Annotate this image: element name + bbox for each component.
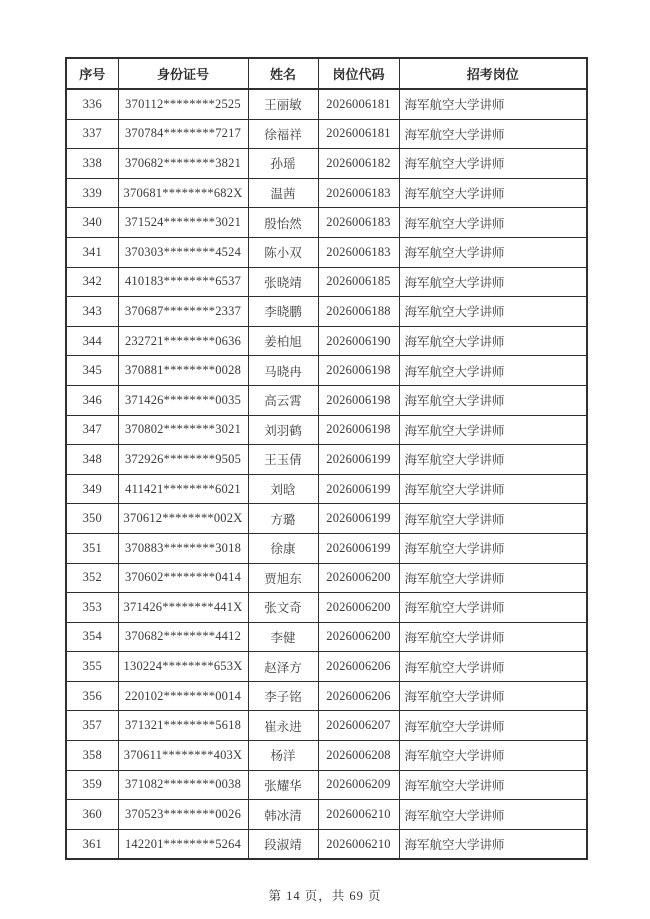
id-number-cell: 130224********653X — [118, 652, 248, 682]
serial-cell: 337 — [66, 119, 118, 149]
name-cell: 李子铭 — [248, 681, 318, 711]
job-code-cell: 2026006181 — [318, 119, 399, 149]
serial-cell: 355 — [66, 652, 118, 682]
table-row — [66, 178, 587, 208]
header-job-title: 招考岗位 — [399, 58, 587, 89]
job-code-cell: 2026006199 — [318, 474, 399, 504]
table-row — [66, 445, 587, 475]
job-code-cell: 2026006210 — [318, 800, 399, 830]
name-cell: 姜柏旭 — [248, 326, 318, 356]
serial-cell: 349 — [66, 474, 118, 504]
id-number-cell: 370681********682X — [118, 178, 248, 208]
table-row — [66, 208, 587, 238]
serial-cell: 358 — [66, 741, 118, 771]
table-row — [66, 415, 587, 445]
page-number-footer: 第 14 页，共 69 页 — [268, 889, 382, 903]
serial-cell: 361 — [66, 829, 118, 859]
job-title-cell: 海军航空大学讲师 — [399, 178, 587, 208]
serial-cell: 336 — [66, 89, 118, 119]
job-title-cell: 海军航空大学讲师 — [399, 800, 587, 830]
job-title-cell: 海军航空大学讲师 — [399, 326, 587, 356]
id-number-cell: 370682********4412 — [118, 622, 248, 652]
job-title-cell: 海军航空大学讲师 — [399, 445, 587, 475]
name-cell: 殷怡然 — [248, 208, 318, 238]
job-code-cell: 2026006208 — [318, 741, 399, 771]
table-row — [66, 829, 587, 859]
job-code-cell: 2026006206 — [318, 652, 399, 682]
id-number-cell: 370612********002X — [118, 504, 248, 534]
job-code-cell: 2026006185 — [318, 267, 399, 297]
table-header-row — [66, 58, 587, 89]
id-number-cell: 371321********5618 — [118, 711, 248, 741]
job-title-cell: 海军航空大学讲师 — [399, 356, 587, 386]
job-code-cell: 2026006181 — [318, 89, 399, 119]
id-number-cell: 370883********3018 — [118, 533, 248, 563]
serial-cell: 342 — [66, 267, 118, 297]
name-cell: 徐福祥 — [248, 119, 318, 149]
name-cell: 马晓冉 — [248, 356, 318, 386]
table-row — [66, 89, 587, 119]
job-code-cell: 2026006207 — [318, 711, 399, 741]
header-job-code: 岗位代码 — [318, 58, 399, 89]
name-cell: 王玉倩 — [248, 445, 318, 475]
job-title-cell: 海军航空大学讲师 — [399, 297, 587, 327]
serial-cell: 360 — [66, 800, 118, 830]
table-row — [66, 267, 587, 297]
name-cell: 刘羽鹤 — [248, 415, 318, 445]
name-cell: 高云霄 — [248, 385, 318, 415]
serial-cell: 345 — [66, 356, 118, 386]
serial-cell: 343 — [66, 297, 118, 327]
job-code-cell: 2026006188 — [318, 297, 399, 327]
id-number-cell: 370303********4524 — [118, 237, 248, 267]
id-number-cell: 372926********9505 — [118, 445, 248, 475]
job-title-cell: 海军航空大学讲师 — [399, 89, 587, 119]
header-name: 姓名 — [248, 58, 318, 89]
table-row — [66, 297, 587, 327]
job-code-cell: 2026006199 — [318, 445, 399, 475]
table-row — [66, 563, 587, 593]
name-cell: 张晓靖 — [248, 267, 318, 297]
table-row — [66, 356, 587, 386]
name-cell: 陈小双 — [248, 237, 318, 267]
job-code-cell: 2026006183 — [318, 178, 399, 208]
name-cell: 张文奇 — [248, 593, 318, 623]
job-title-cell: 海军航空大学讲师 — [399, 504, 587, 534]
job-title-cell: 海军航空大学讲师 — [399, 415, 587, 445]
id-number-cell: 370682********3821 — [118, 149, 248, 179]
serial-cell: 348 — [66, 445, 118, 475]
serial-cell: 341 — [66, 237, 118, 267]
serial-cell: 359 — [66, 770, 118, 800]
job-code-cell: 2026006183 — [318, 237, 399, 267]
serial-cell: 351 — [66, 533, 118, 563]
table-row — [66, 741, 587, 771]
serial-cell: 353 — [66, 593, 118, 623]
header-serial-number: 序号 — [66, 58, 118, 89]
serial-cell: 346 — [66, 385, 118, 415]
job-title-cell: 海军航空大学讲师 — [399, 119, 587, 149]
name-cell: 李晓鹏 — [248, 297, 318, 327]
job-code-cell: 2026006200 — [318, 563, 399, 593]
table-row — [66, 622, 587, 652]
name-cell: 方璐 — [248, 504, 318, 534]
serial-cell: 347 — [66, 415, 118, 445]
job-code-cell: 2026006206 — [318, 681, 399, 711]
name-cell: 孙瑶 — [248, 149, 318, 179]
id-number-cell: 411421********6021 — [118, 474, 248, 504]
id-number-cell: 220102********0014 — [118, 681, 248, 711]
header-id-number: 身份证号 — [118, 58, 248, 89]
job-title-cell: 海军航空大学讲师 — [399, 533, 587, 563]
table-row — [66, 800, 587, 830]
table-row — [66, 770, 587, 800]
job-title-cell: 海军航空大学讲师 — [399, 208, 587, 238]
name-cell: 段淑靖 — [248, 829, 318, 859]
table-row — [66, 711, 587, 741]
candidate-roster-table — [65, 57, 588, 860]
name-cell: 李健 — [248, 622, 318, 652]
job-code-cell: 2026006199 — [318, 533, 399, 563]
id-number-cell: 232721********0636 — [118, 326, 248, 356]
serial-cell: 354 — [66, 622, 118, 652]
name-cell: 崔永进 — [248, 711, 318, 741]
job-code-cell: 2026006198 — [318, 415, 399, 445]
id-number-cell: 370784********7217 — [118, 119, 248, 149]
serial-cell: 350 — [66, 504, 118, 534]
job-code-cell: 2026006198 — [318, 385, 399, 415]
table-row — [66, 652, 587, 682]
job-title-cell: 海军航空大学讲师 — [399, 681, 587, 711]
name-cell: 王丽敏 — [248, 89, 318, 119]
id-number-cell: 410183********6537 — [118, 267, 248, 297]
table-row — [66, 149, 587, 179]
id-number-cell: 370112********2525 — [118, 89, 248, 119]
serial-cell: 344 — [66, 326, 118, 356]
table-body — [66, 89, 587, 859]
serial-cell: 352 — [66, 563, 118, 593]
table-row — [66, 326, 587, 356]
job-title-cell: 海军航空大学讲师 — [399, 622, 587, 652]
id-number-cell: 371082********0038 — [118, 770, 248, 800]
job-title-cell: 海军航空大学讲师 — [399, 237, 587, 267]
id-number-cell: 370611********403X — [118, 741, 248, 771]
table-row — [66, 119, 587, 149]
name-cell: 徐康 — [248, 533, 318, 563]
name-cell: 杨洋 — [248, 741, 318, 771]
job-code-cell: 2026006182 — [318, 149, 399, 179]
serial-cell: 357 — [66, 711, 118, 741]
job-code-cell: 2026006199 — [318, 504, 399, 534]
job-title-cell: 海军航空大学讲师 — [399, 385, 587, 415]
serial-cell: 338 — [66, 149, 118, 179]
id-number-cell: 371426********441X — [118, 593, 248, 623]
job-title-cell: 海军航空大学讲师 — [399, 563, 587, 593]
id-number-cell: 370687********2337 — [118, 297, 248, 327]
serial-cell: 356 — [66, 681, 118, 711]
name-cell: 温茜 — [248, 178, 318, 208]
table-row — [66, 593, 587, 623]
id-number-cell: 142201********5264 — [118, 829, 248, 859]
job-title-cell: 海军航空大学讲师 — [399, 741, 587, 771]
serial-cell: 339 — [66, 178, 118, 208]
job-title-cell: 海军航空大学讲师 — [399, 652, 587, 682]
table-row — [66, 385, 587, 415]
name-cell: 赵泽方 — [248, 652, 318, 682]
id-number-cell: 370602********0414 — [118, 563, 248, 593]
job-code-cell: 2026006210 — [318, 829, 399, 859]
job-title-cell: 海军航空大学讲师 — [399, 267, 587, 297]
job-code-cell: 2026006198 — [318, 356, 399, 386]
job-code-cell: 2026006200 — [318, 622, 399, 652]
name-cell: 刘晗 — [248, 474, 318, 504]
job-title-cell: 海军航空大学讲师 — [399, 593, 587, 623]
id-number-cell: 370881********0028 — [118, 356, 248, 386]
job-title-cell: 海军航空大学讲师 — [399, 770, 587, 800]
id-number-cell: 371426********0035 — [118, 385, 248, 415]
job-title-cell: 海军航空大学讲师 — [399, 829, 587, 859]
job-code-cell: 2026006209 — [318, 770, 399, 800]
table-row — [66, 237, 587, 267]
name-cell: 张耀华 — [248, 770, 318, 800]
job-title-cell: 海军航空大学讲师 — [399, 149, 587, 179]
serial-cell: 340 — [66, 208, 118, 238]
id-number-cell: 371524********3021 — [118, 208, 248, 238]
name-cell: 贾旭东 — [248, 563, 318, 593]
table-row — [66, 533, 587, 563]
table-row — [66, 474, 587, 504]
job-code-cell: 2026006200 — [318, 593, 399, 623]
id-number-cell: 370802********3021 — [118, 415, 248, 445]
id-number-cell: 370523********0026 — [118, 800, 248, 830]
table-row — [66, 681, 587, 711]
table-row — [66, 504, 587, 534]
job-code-cell: 2026006183 — [318, 208, 399, 238]
job-title-cell: 海军航空大学讲师 — [399, 711, 587, 741]
name-cell: 韩冰清 — [248, 800, 318, 830]
job-code-cell: 2026006190 — [318, 326, 399, 356]
job-title-cell: 海军航空大学讲师 — [399, 474, 587, 504]
